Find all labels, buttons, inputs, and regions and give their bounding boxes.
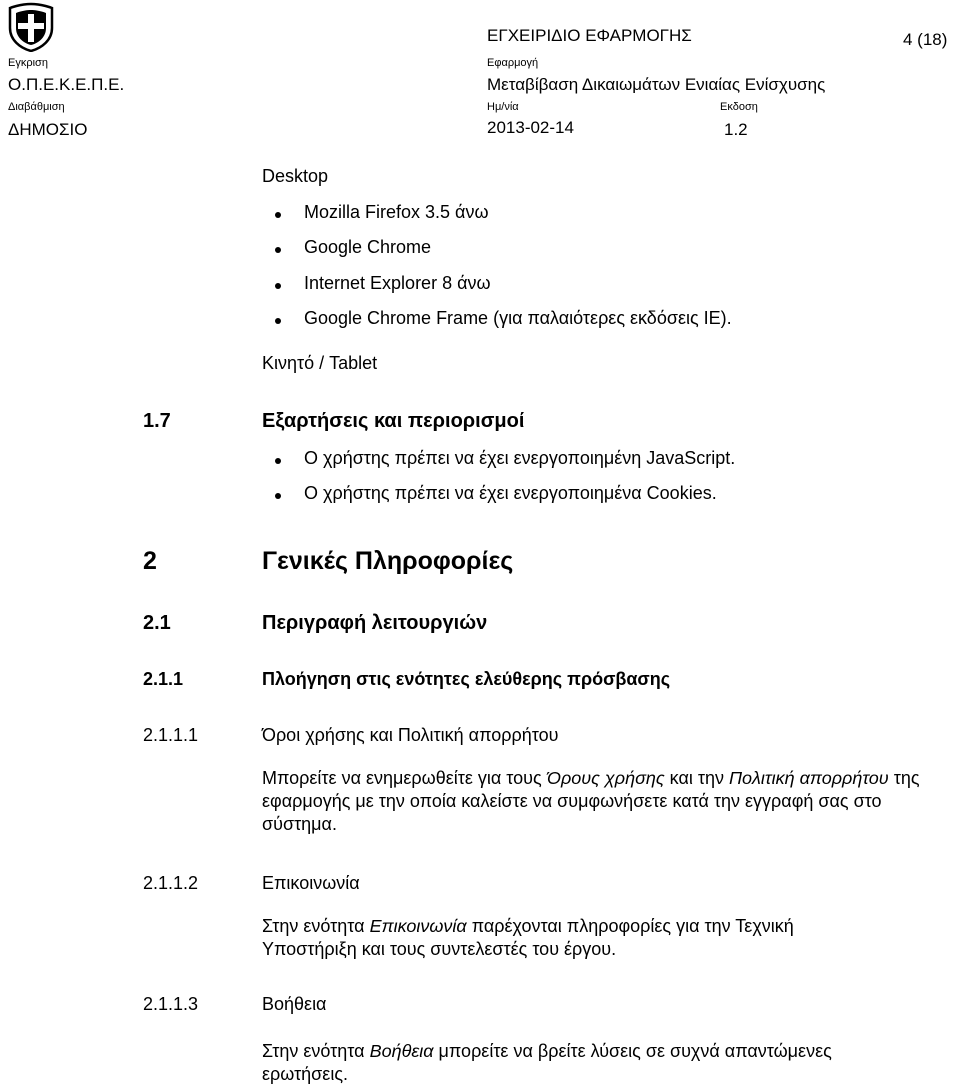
date-label: Ημ/νία	[487, 101, 519, 113]
list-item: Mozilla Firefox 3.5 άνω	[304, 202, 489, 222]
paragraph-text: της εφαρμογής με την οποία καλείστε να συμφωνήσετε κατά την εγγραφή σας στο σύστημα.	[262, 768, 920, 834]
section-1-7-number: 1.7	[143, 410, 171, 432]
privacy-link-text: Πολιτική απορρήτου	[728, 768, 889, 788]
version-value: 1.2	[724, 120, 748, 139]
section-2-1-1-number: 2.1.1	[143, 669, 184, 689]
section-2-1-1-3-title: Βοήθεια	[262, 994, 327, 1014]
paragraph-text: Μπορείτε να ενημερωθείτε για τους	[262, 768, 547, 788]
section-2-number: 2	[143, 547, 157, 575]
paragraph-text: μπορείτε να βρείτε λύσεις σε συχνά απαντώμενες ερωτήσεις.	[262, 1041, 832, 1084]
paragraph-text: Στην ενότητα	[262, 1041, 370, 1061]
terms-link-text: Όρους χρήσης	[546, 768, 665, 788]
bullet-icon	[275, 283, 281, 289]
contact-paragraph	[262, 915, 882, 961]
bullet-icon	[275, 458, 281, 464]
bullet-icon	[275, 493, 281, 499]
section-2-1-1-1-number: 2.1.1.1	[143, 725, 199, 745]
bullet-icon	[275, 318, 281, 324]
section-2-1-number: 2.1	[143, 612, 171, 634]
bullet-icon	[275, 247, 281, 253]
list-item: Ο χρήστης πρέπει να έχει ενεργοποιημένη JavaScript.	[304, 448, 736, 468]
approval-label: Εγκριση	[8, 57, 48, 69]
bullet-icon	[275, 212, 281, 218]
application-value: Μεταβίβαση Δικαιωμάτων Ενιαίας Ενίσχυσης	[487, 75, 826, 94]
date-value: 2013-02-14	[487, 118, 574, 137]
terms-paragraph	[262, 767, 952, 836]
section-2-1-1-title: Πλοήγηση στις ενότητες ελεύθερης πρόσβασης	[262, 669, 671, 689]
help-paragraph	[262, 1040, 912, 1086]
application-label: Εφαρμογή	[487, 57, 539, 69]
approval-value: Ο.Π.Ε.Κ.Ε.Π.Ε.	[8, 75, 125, 94]
section-2-1-1-2-number: 2.1.1.2	[143, 873, 199, 893]
paragraph-text: παρέχονται πληροφορίες για την Τεχνική Υποστήριξη και τους συντελεστές του έργου.	[262, 916, 794, 959]
desktop-label: Desktop	[262, 166, 329, 186]
classification-value: ΔΗΜΟΣΙΟ	[8, 120, 88, 139]
section-2-title: Γενικές Πληροφορίες	[262, 547, 514, 575]
mobile-label: Κινητό / Tablet	[262, 353, 378, 373]
section-2-1-1-2-title: Επικοινωνία	[262, 873, 360, 893]
list-item: Google Chrome Frame (για παλαιότερες εκδόσεις IE).	[304, 308, 732, 328]
section-2-1-1-3-number: 2.1.1.3	[143, 994, 199, 1014]
paragraph-text: Στην ενότητα	[262, 916, 370, 936]
document-title: ΕΓΧΕΙΡΙΔΙΟ ΕΦΑΡΜΟΓΗΣ	[487, 26, 692, 45]
greek-emblem-icon	[6, 2, 56, 52]
classification-label: Διαβάθμιση	[8, 101, 65, 113]
section-1-7-title: Εξαρτήσεις και περιορισμοί	[262, 410, 525, 432]
version-label: Εκδοση	[720, 101, 758, 113]
section-2-1-title: Περιγραφή λειτουργιών	[262, 612, 488, 634]
list-item: Google Chrome	[304, 237, 432, 257]
paragraph-text: και την	[664, 768, 729, 788]
list-item: Internet Explorer 8 άνω	[304, 273, 491, 293]
help-link-text: Βοήθεια	[369, 1041, 434, 1061]
list-item: Ο χρήστης πρέπει να έχει ενεργοποιημένα Cookies.	[304, 483, 717, 503]
page-number: 4 (18)	[903, 30, 948, 49]
section-2-1-1-1-title: Όροι χρήσης και Πολιτική απορρήτου	[262, 725, 559, 745]
contact-link-text: Επικοινωνία	[369, 916, 467, 936]
